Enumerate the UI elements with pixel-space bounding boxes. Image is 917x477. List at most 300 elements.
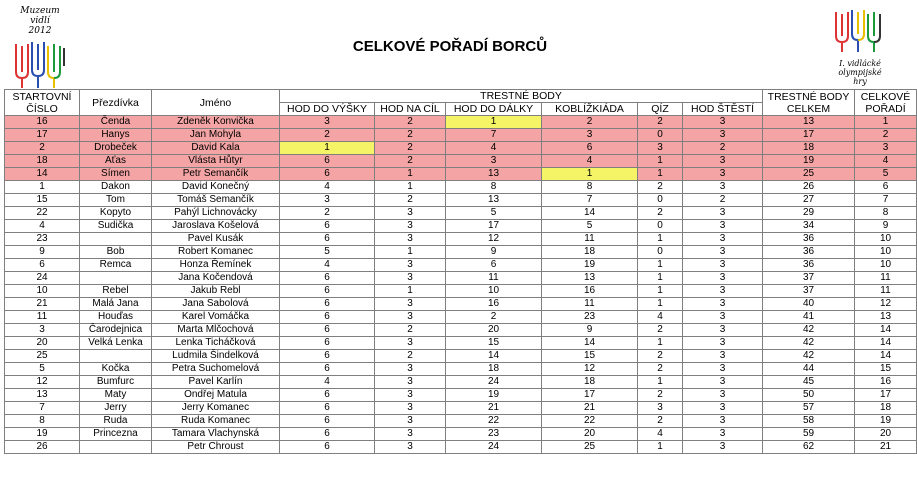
table-row bbox=[5, 155, 917, 168]
cell-discipline-3: 14 bbox=[446, 350, 542, 363]
cell-discipline-4: 12 bbox=[542, 363, 638, 376]
cell-discipline-5: 1 bbox=[638, 337, 683, 350]
cell-discipline-5: 3 bbox=[638, 142, 683, 155]
cell-nick: Drobeček bbox=[80, 142, 152, 155]
table-row bbox=[5, 389, 917, 402]
cell-start: 14 bbox=[5, 168, 80, 181]
table-row bbox=[5, 142, 917, 155]
cell-start: 7 bbox=[5, 402, 80, 415]
cell-total: 40 bbox=[763, 298, 855, 311]
table-row bbox=[5, 233, 917, 246]
table-row bbox=[5, 285, 917, 298]
cell-start: 1 bbox=[5, 181, 80, 194]
table-row bbox=[5, 402, 917, 415]
cell-discipline-5: 2 bbox=[638, 207, 683, 220]
cell-nick: Malá Jana bbox=[80, 298, 152, 311]
cell-name: Jana Kočendová bbox=[152, 272, 280, 285]
cell-rank: 14 bbox=[855, 324, 917, 337]
cell-discipline-6: 3 bbox=[683, 389, 763, 402]
cell-discipline-1: 6 bbox=[280, 272, 375, 285]
cell-discipline-2: 3 bbox=[375, 233, 446, 246]
cell-discipline-2: 3 bbox=[375, 220, 446, 233]
cell-discipline-6: 3 bbox=[683, 259, 763, 272]
cell-discipline-4: 4 bbox=[542, 155, 638, 168]
col-header-rank-line1: CELKOVÉ bbox=[860, 90, 911, 103]
cell-discipline-3: 2 bbox=[446, 311, 542, 324]
cell-nick: Princezna bbox=[80, 428, 152, 441]
cell-discipline-6: 3 bbox=[683, 155, 763, 168]
cell-discipline-5: 2 bbox=[638, 324, 683, 337]
cell-rank: 3 bbox=[855, 142, 917, 155]
cell-start: 16 bbox=[5, 116, 80, 129]
cell-total: 59 bbox=[763, 428, 855, 441]
cell-discipline-4: 16 bbox=[542, 285, 638, 298]
cell-start: 17 bbox=[5, 129, 80, 142]
cell-rank: 5 bbox=[855, 168, 917, 181]
cell-total: 37 bbox=[763, 285, 855, 298]
cell-discipline-6: 2 bbox=[683, 194, 763, 207]
cell-total: 42 bbox=[763, 350, 855, 363]
table-row bbox=[5, 259, 917, 272]
cell-name: Zdeněk Konvička bbox=[152, 116, 280, 129]
table-row bbox=[5, 337, 917, 350]
cell-discipline-2: 3 bbox=[375, 259, 446, 272]
table-row bbox=[5, 129, 917, 142]
cell-rank: 15 bbox=[855, 363, 917, 376]
cell-rank: 6 bbox=[855, 181, 917, 194]
cell-discipline-5: 2 bbox=[638, 389, 683, 402]
cell-discipline-1: 2 bbox=[280, 207, 375, 220]
cell-total: 45 bbox=[763, 376, 855, 389]
cell-rank: 10 bbox=[855, 246, 917, 259]
cell-discipline-3: 10 bbox=[446, 285, 542, 298]
cell-start: 8 bbox=[5, 415, 80, 428]
cell-discipline-6: 3 bbox=[683, 246, 763, 259]
cell-name: Tamara Vlachynská bbox=[152, 428, 280, 441]
cell-discipline-1: 6 bbox=[280, 233, 375, 246]
cell-nick: Sudička bbox=[80, 220, 152, 233]
cell-discipline-3: 13 bbox=[446, 168, 542, 181]
cell-rank: 16 bbox=[855, 376, 917, 389]
cell-discipline-2: 2 bbox=[375, 350, 446, 363]
cell-discipline-2: 3 bbox=[375, 272, 446, 285]
cell-discipline-4: 17 bbox=[542, 389, 638, 402]
cell-name: Robert Komanec bbox=[152, 246, 280, 259]
cell-discipline-5: 1 bbox=[638, 259, 683, 272]
cell-name: Jakub Rebl bbox=[152, 285, 280, 298]
cell-discipline-6: 3 bbox=[683, 168, 763, 181]
cell-discipline-4: 5 bbox=[542, 220, 638, 233]
col-header-nick: Přezdívka bbox=[80, 90, 152, 116]
cell-name: Ondřej Matula bbox=[152, 389, 280, 402]
cell-discipline-2: 2 bbox=[375, 142, 446, 155]
cell-rank: 19 bbox=[855, 415, 917, 428]
cell-discipline-6: 3 bbox=[683, 415, 763, 428]
table-row bbox=[5, 441, 917, 454]
cell-discipline-6: 3 bbox=[683, 116, 763, 129]
cell-nick: Houďas bbox=[80, 311, 152, 324]
cell-discipline-3: 13 bbox=[446, 194, 542, 207]
cell-name: Jerry Komanec bbox=[152, 402, 280, 415]
cell-nick bbox=[80, 350, 152, 363]
cell-discipline-5: 2 bbox=[638, 363, 683, 376]
cell-discipline-4: 19 bbox=[542, 259, 638, 272]
col-header-total-line2: CELKEM bbox=[786, 102, 831, 115]
col-header-start-line2: ČÍSLO bbox=[26, 102, 58, 115]
cell-discipline-1: 3 bbox=[280, 116, 375, 129]
cell-discipline-2: 2 bbox=[375, 324, 446, 337]
cell-name: David Kala bbox=[152, 142, 280, 155]
cell-discipline-6: 3 bbox=[683, 272, 763, 285]
cell-total: 36 bbox=[763, 233, 855, 246]
logo-text-line2: 2012 bbox=[28, 26, 52, 36]
cell-discipline-2: 2 bbox=[375, 116, 446, 129]
cell-discipline-1: 6 bbox=[280, 441, 375, 454]
cell-discipline-2: 1 bbox=[375, 181, 446, 194]
cell-start: 11 bbox=[5, 311, 80, 324]
cell-nick: Remca bbox=[80, 259, 152, 272]
cell-discipline-2: 3 bbox=[375, 363, 446, 376]
cell-nick: Hanys bbox=[80, 129, 152, 142]
cell-discipline-1: 6 bbox=[280, 415, 375, 428]
table-row bbox=[5, 168, 917, 181]
cell-discipline-6: 3 bbox=[683, 441, 763, 454]
cell-name: Petr Chroust bbox=[152, 441, 280, 454]
results-body bbox=[5, 116, 917, 454]
cell-discipline-5: 0 bbox=[638, 194, 683, 207]
col-header-name: Jméno bbox=[152, 90, 280, 116]
cell-discipline-6: 3 bbox=[683, 311, 763, 324]
cell-start: 24 bbox=[5, 272, 80, 285]
cell-rank: 17 bbox=[855, 389, 917, 402]
cell-name: Karel Vomáčka bbox=[152, 311, 280, 324]
cell-discipline-2: 2 bbox=[375, 194, 446, 207]
cell-discipline-4: 21 bbox=[542, 402, 638, 415]
cell-discipline-5: 2 bbox=[638, 181, 683, 194]
cell-discipline-1: 6 bbox=[280, 168, 375, 181]
table-row bbox=[5, 246, 917, 259]
cell-nick: Símen bbox=[80, 168, 152, 181]
cell-rank: 14 bbox=[855, 337, 917, 350]
cell-discipline-1: 6 bbox=[280, 428, 375, 441]
table-row bbox=[5, 324, 917, 337]
cell-discipline-3: 24 bbox=[446, 441, 542, 454]
cell-name: Petra Suchomelová bbox=[152, 363, 280, 376]
cell-total: 36 bbox=[763, 246, 855, 259]
cell-total: 27 bbox=[763, 194, 855, 207]
cell-nick: Kopyto bbox=[80, 207, 152, 220]
cell-start: 3 bbox=[5, 324, 80, 337]
cell-discipline-6: 3 bbox=[683, 350, 763, 363]
cell-name: Pahýl Lichnovácky bbox=[152, 207, 280, 220]
cell-discipline-1: 6 bbox=[280, 298, 375, 311]
cell-total: 17 bbox=[763, 129, 855, 142]
cell-discipline-1: 2 bbox=[280, 129, 375, 142]
cell-total: 13 bbox=[763, 116, 855, 129]
table-row bbox=[5, 207, 917, 220]
cell-discipline-6: 3 bbox=[683, 376, 763, 389]
cell-discipline-4: 13 bbox=[542, 272, 638, 285]
cell-nick: Aťas bbox=[80, 155, 152, 168]
col-header-discipline-1: HOD DO VÝŠKY bbox=[280, 103, 375, 116]
cell-discipline-4: 14 bbox=[542, 207, 638, 220]
cell-discipline-2: 2 bbox=[375, 129, 446, 142]
col-header-discipline-4: KOBLÍŽKIÁDA bbox=[542, 103, 638, 116]
cell-total: 18 bbox=[763, 142, 855, 155]
cell-discipline-2: 3 bbox=[375, 376, 446, 389]
cell-discipline-1: 1 bbox=[280, 142, 375, 155]
cell-start: 2 bbox=[5, 142, 80, 155]
cell-discipline-4: 8 bbox=[542, 181, 638, 194]
cell-total: 42 bbox=[763, 337, 855, 350]
cell-discipline-4: 15 bbox=[542, 350, 638, 363]
cell-total: 29 bbox=[763, 207, 855, 220]
cell-discipline-4: 11 bbox=[542, 233, 638, 246]
header-row-1 bbox=[5, 90, 917, 103]
cell-discipline-3: 1 bbox=[446, 116, 542, 129]
table-row bbox=[5, 181, 917, 194]
cell-discipline-5: 2 bbox=[638, 116, 683, 129]
cell-rank: 2 bbox=[855, 129, 917, 142]
cell-discipline-5: 3 bbox=[638, 402, 683, 415]
cell-discipline-2: 1 bbox=[375, 168, 446, 181]
col-header-start bbox=[5, 90, 80, 116]
cell-discipline-3: 23 bbox=[446, 428, 542, 441]
cell-discipline-1: 6 bbox=[280, 285, 375, 298]
cell-discipline-2: 3 bbox=[375, 311, 446, 324]
cell-discipline-4: 14 bbox=[542, 337, 638, 350]
logo-text-line2: olympijské bbox=[838, 68, 882, 77]
cell-nick: Čenda bbox=[80, 116, 152, 129]
cell-discipline-4: 7 bbox=[542, 194, 638, 207]
cell-name: Vlásta Hůtyr bbox=[152, 155, 280, 168]
logo-text-line1: Muzeum vidlí bbox=[20, 6, 60, 26]
cell-discipline-1: 6 bbox=[280, 350, 375, 363]
table-row bbox=[5, 272, 917, 285]
cell-name: Ludmila Šindelková bbox=[152, 350, 280, 363]
cell-discipline-2: 3 bbox=[375, 402, 446, 415]
cell-start: 18 bbox=[5, 155, 80, 168]
cell-name: Jan Mohyla bbox=[152, 129, 280, 142]
cell-discipline-3: 11 bbox=[446, 272, 542, 285]
cell-start: 22 bbox=[5, 207, 80, 220]
cell-nick bbox=[80, 441, 152, 454]
cell-name: Marta Mlčochová bbox=[152, 324, 280, 337]
table-row bbox=[5, 415, 917, 428]
table-row bbox=[5, 194, 917, 207]
cell-rank: 7 bbox=[855, 194, 917, 207]
cell-total: 44 bbox=[763, 363, 855, 376]
cell-start: 23 bbox=[5, 233, 80, 246]
cell-discipline-4: 23 bbox=[542, 311, 638, 324]
cell-discipline-3: 5 bbox=[446, 207, 542, 220]
table-row bbox=[5, 350, 917, 363]
cell-discipline-5: 4 bbox=[638, 311, 683, 324]
table-row bbox=[5, 428, 917, 441]
cell-discipline-3: 19 bbox=[446, 389, 542, 402]
cell-discipline-5: 2 bbox=[638, 415, 683, 428]
cell-nick: Kočka bbox=[80, 363, 152, 376]
table-row bbox=[5, 363, 917, 376]
cell-rank: 1 bbox=[855, 116, 917, 129]
cell-name: Ruda Komanec bbox=[152, 415, 280, 428]
cell-discipline-1: 6 bbox=[280, 220, 375, 233]
cell-discipline-4: 20 bbox=[542, 428, 638, 441]
cell-discipline-3: 3 bbox=[446, 155, 542, 168]
cell-discipline-1: 4 bbox=[280, 259, 375, 272]
cell-discipline-2: 3 bbox=[375, 207, 446, 220]
cell-nick: Jerry bbox=[80, 402, 152, 415]
page-title: CELKOVÉ POŘADÍ BORCŮ bbox=[352, 38, 548, 55]
cell-discipline-6: 3 bbox=[683, 324, 763, 337]
cell-discipline-1: 5 bbox=[280, 246, 375, 259]
cell-rank: 11 bbox=[855, 272, 917, 285]
cell-discipline-4: 18 bbox=[542, 376, 638, 389]
cell-discipline-6: 3 bbox=[683, 363, 763, 376]
cell-discipline-2: 3 bbox=[375, 415, 446, 428]
cell-discipline-6: 3 bbox=[683, 220, 763, 233]
cell-discipline-2: 1 bbox=[375, 246, 446, 259]
cell-total: 36 bbox=[763, 259, 855, 272]
cell-start: 26 bbox=[5, 441, 80, 454]
cell-discipline-2: 3 bbox=[375, 441, 446, 454]
cell-nick: Bumfurc bbox=[80, 376, 152, 389]
cell-discipline-2: 1 bbox=[375, 285, 446, 298]
cell-nick: Bob bbox=[80, 246, 152, 259]
cell-discipline-5: 1 bbox=[638, 285, 683, 298]
cell-discipline-3: 8 bbox=[446, 181, 542, 194]
cell-discipline-6: 3 bbox=[683, 298, 763, 311]
table-row bbox=[5, 298, 917, 311]
cell-rank: 20 bbox=[855, 428, 917, 441]
cell-discipline-2: 2 bbox=[375, 155, 446, 168]
cell-discipline-5: 4 bbox=[638, 428, 683, 441]
cell-rank: 11 bbox=[855, 285, 917, 298]
cell-rank: 13 bbox=[855, 311, 917, 324]
cell-name: David Konečný bbox=[152, 181, 280, 194]
cell-start: 25 bbox=[5, 350, 80, 363]
cell-discipline-3: 7 bbox=[446, 129, 542, 142]
cell-rank: 8 bbox=[855, 207, 917, 220]
cell-total: 37 bbox=[763, 272, 855, 285]
cell-start: 5 bbox=[5, 363, 80, 376]
cell-discipline-1: 6 bbox=[280, 402, 375, 415]
cell-nick: Čarodejnica bbox=[80, 324, 152, 337]
cell-nick: Maty bbox=[80, 389, 152, 402]
col-header-discipline-5: QÍZ bbox=[638, 103, 683, 116]
cell-name: Pavel Kusák bbox=[152, 233, 280, 246]
cell-name: Pavel Karlín bbox=[152, 376, 280, 389]
cell-discipline-5: 2 bbox=[638, 350, 683, 363]
cell-discipline-3: 6 bbox=[446, 259, 542, 272]
cell-discipline-6: 3 bbox=[683, 129, 763, 142]
cell-start: 13 bbox=[5, 389, 80, 402]
col-header-rank-line2: POŘADÍ bbox=[865, 102, 906, 115]
cell-total: 34 bbox=[763, 220, 855, 233]
cell-discipline-1: 6 bbox=[280, 337, 375, 350]
table-row bbox=[5, 220, 917, 233]
logo-text-line1: I. vidlácké bbox=[839, 59, 881, 68]
cell-name: Petr Semančík bbox=[152, 168, 280, 181]
cell-discipline-5: 0 bbox=[638, 220, 683, 233]
cell-nick bbox=[80, 272, 152, 285]
cell-total: 57 bbox=[763, 402, 855, 415]
cell-nick: Velká Lenka bbox=[80, 337, 152, 350]
cell-discipline-1: 4 bbox=[280, 181, 375, 194]
cell-start: 19 bbox=[5, 428, 80, 441]
cell-discipline-1: 3 bbox=[280, 194, 375, 207]
table-row bbox=[5, 116, 917, 129]
cell-start: 6 bbox=[5, 259, 80, 272]
cell-discipline-4: 11 bbox=[542, 298, 638, 311]
cell-discipline-4: 6 bbox=[542, 142, 638, 155]
cell-nick: Tom bbox=[80, 194, 152, 207]
cell-discipline-6: 3 bbox=[683, 181, 763, 194]
cell-discipline-5: 1 bbox=[638, 441, 683, 454]
cell-rank: 4 bbox=[855, 155, 917, 168]
cell-discipline-5: 1 bbox=[638, 376, 683, 389]
cell-name: Honza Řemínek bbox=[152, 259, 280, 272]
cell-discipline-3: 16 bbox=[446, 298, 542, 311]
cell-discipline-5: 1 bbox=[638, 155, 683, 168]
cell-discipline-3: 9 bbox=[446, 246, 542, 259]
table-row bbox=[5, 376, 917, 389]
col-header-total bbox=[763, 90, 855, 116]
cell-discipline-5: 1 bbox=[638, 272, 683, 285]
cell-discipline-2: 3 bbox=[375, 389, 446, 402]
cell-discipline-6: 3 bbox=[683, 337, 763, 350]
cell-discipline-1: 6 bbox=[280, 155, 375, 168]
cell-discipline-3: 4 bbox=[446, 142, 542, 155]
cell-start: 12 bbox=[5, 376, 80, 389]
cell-rank: 9 bbox=[855, 220, 917, 233]
cell-discipline-2: 3 bbox=[375, 428, 446, 441]
cell-nick bbox=[80, 233, 152, 246]
cell-discipline-5: 1 bbox=[638, 233, 683, 246]
cell-discipline-4: 25 bbox=[542, 441, 638, 454]
cell-total: 41 bbox=[763, 311, 855, 324]
cell-start: 4 bbox=[5, 220, 80, 233]
cell-nick: Ruda bbox=[80, 415, 152, 428]
cell-discipline-1: 6 bbox=[280, 311, 375, 324]
cell-total: 50 bbox=[763, 389, 855, 402]
cell-nick: Rebel bbox=[80, 285, 152, 298]
cell-discipline-5: 1 bbox=[638, 168, 683, 181]
cell-rank: 21 bbox=[855, 441, 917, 454]
results-table bbox=[4, 89, 917, 454]
col-header-total-line1: TRESTNÉ BODY bbox=[767, 90, 850, 103]
cell-rank: 10 bbox=[855, 259, 917, 272]
cell-discipline-2: 3 bbox=[375, 337, 446, 350]
cell-discipline-4: 2 bbox=[542, 116, 638, 129]
col-header-discipline-2: HOD NA CÍL bbox=[375, 103, 446, 116]
cell-discipline-3: 12 bbox=[446, 233, 542, 246]
table-row bbox=[5, 311, 917, 324]
cell-discipline-3: 17 bbox=[446, 220, 542, 233]
cell-total: 58 bbox=[763, 415, 855, 428]
cell-discipline-1: 4 bbox=[280, 376, 375, 389]
cell-discipline-2: 3 bbox=[375, 298, 446, 311]
cell-discipline-4: 3 bbox=[542, 129, 638, 142]
cell-rank: 18 bbox=[855, 402, 917, 415]
cell-discipline-3: 21 bbox=[446, 402, 542, 415]
cell-discipline-6: 2 bbox=[683, 142, 763, 155]
cell-total: 25 bbox=[763, 168, 855, 181]
cell-nick: Dakon bbox=[80, 181, 152, 194]
cell-name: Jana Sabolová bbox=[152, 298, 280, 311]
col-header-start-line1: STARTOVNÍ bbox=[12, 90, 72, 103]
cell-discipline-3: 20 bbox=[446, 324, 542, 337]
